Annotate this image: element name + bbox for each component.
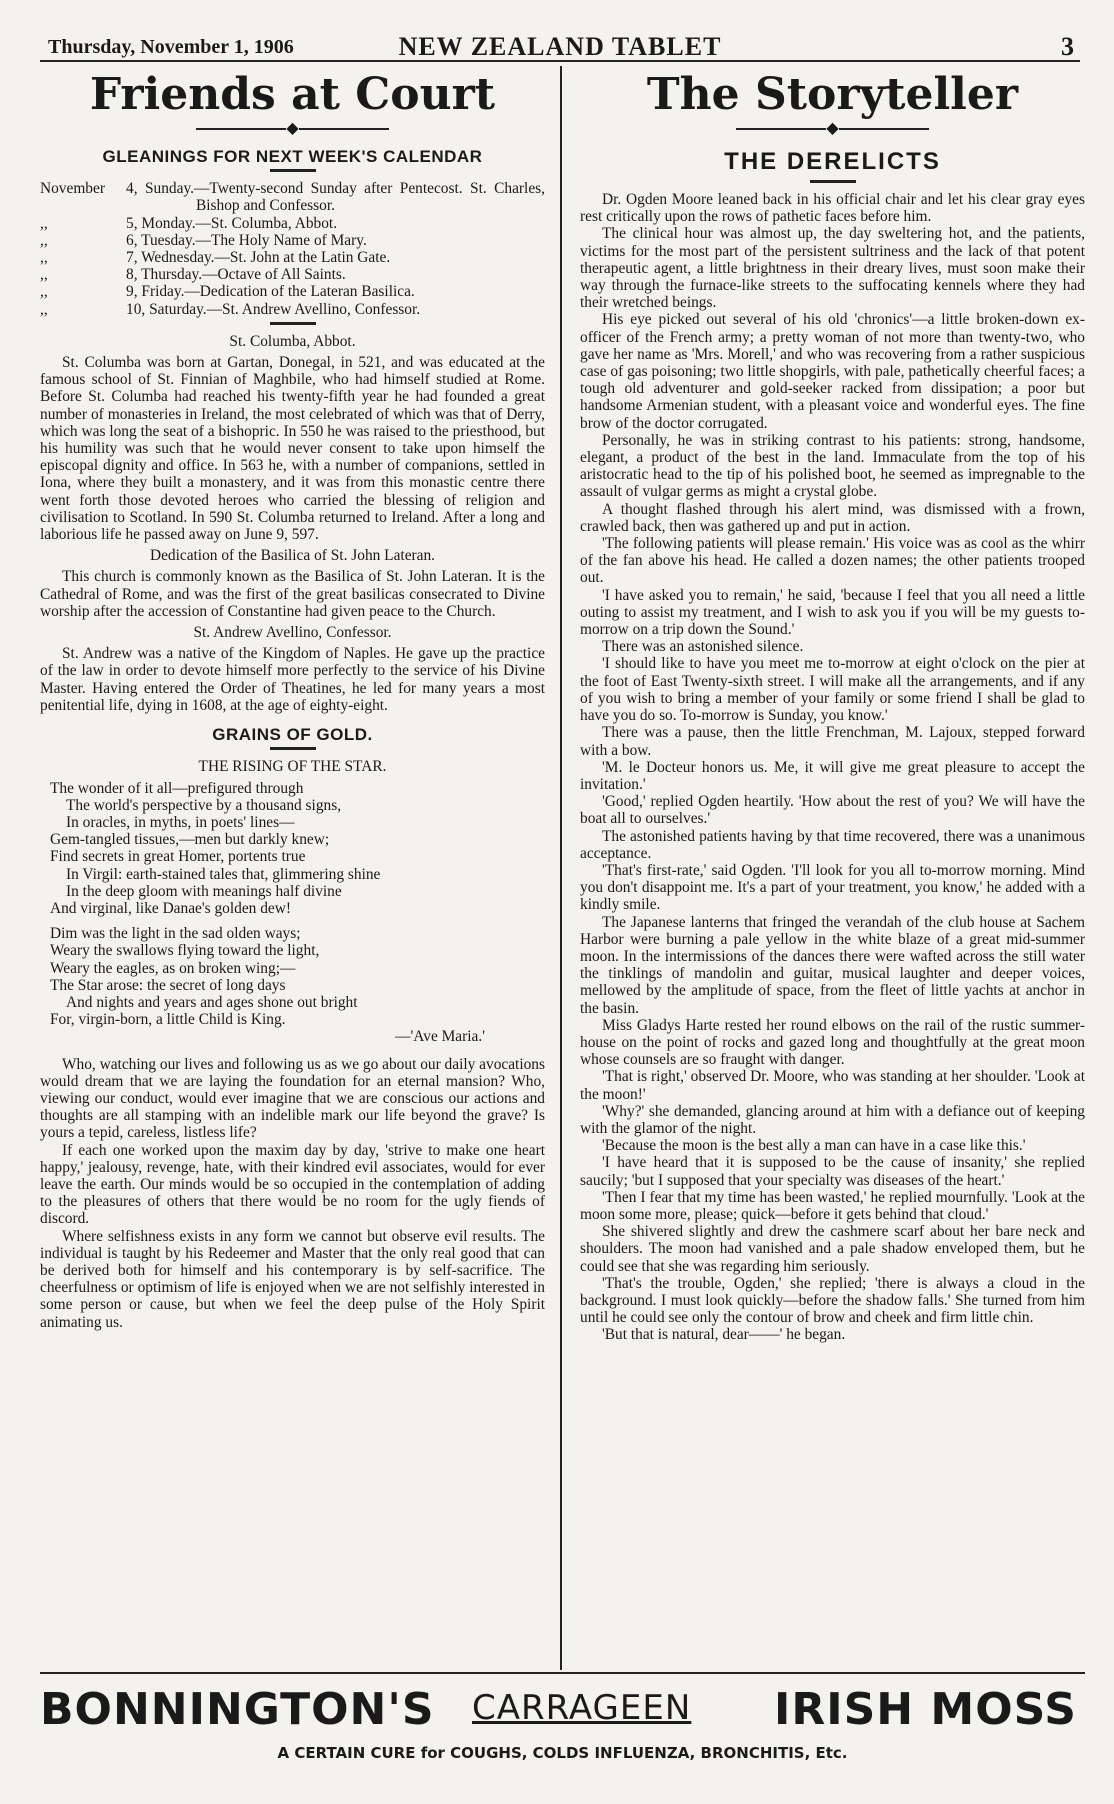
ad-product: CARRAGEEN [472, 1688, 692, 1728]
poem-line: For, virgin-born, a little Child is King. [50, 1011, 286, 1029]
calendar-entry: ,, 9, Friday.—Dedication of the Lateran Basilica. [40, 283, 415, 301]
ad-brand: BONNINGTON'S [40, 1684, 435, 1735]
grains-heading: GRAINS OF GOLD. [212, 725, 373, 745]
story-paragraph: 'That is right,' observed Dr. Moore, who was standing at her shoulder. 'Look at the moon!' [580, 1068, 1085, 1103]
article-subtitle: St. Columba, Abbot. [229, 332, 356, 350]
story-paragraph: His eye picked out several of his old 'chronics'—a little broken-down ex-officer of the French army; a pretty woman of not more than twenty-two, who gave her name as 'Mrs. Morell,' and who was recovering from a rather suspicious case of gas poisoning; two little shopgirls, with pale, pathetically cheerful faces; a tough old adventurer and gold-seeker racked from dissipation; a poor but handsome Armenian student, with a pleasant voice and wonderful eyes. The fine brow of the doctor corrugated. [580, 311, 1085, 432]
newspaper-title: NEW ZEALAND TABLET [398, 32, 722, 61]
article-subtitle: Dedication of the Basilica of St. John Lateran. [149, 547, 436, 565]
story-paragraph: She shivered slightly and drew the cashmere scarf about her bare neck and shoulders. The moon had vanished and a pale shadow enveloped them, but he could see that she was regarding him seriously. [580, 1223, 1085, 1275]
poem-title: THE RISING OF THE STAR. [198, 758, 387, 776]
story-paragraph: 'But that is natural, dear——' he began. [602, 1326, 846, 1344]
story-paragraph: 'I should like to have you meet me to-morrow at eight o'clock on the pier at the foot of East Twenty-sixth street. I will make all the arrangements, and if any of you wish to bring a member of your family or some friend I shall be glad to have you do so. To-morrow is Sunday, you know.' [580, 655, 1085, 725]
story-paragraph: Dr. Ogden Moore leaned back in his official chair and let his clear gray eyes rest critically upon the rows of pathetic faces before him. [580, 191, 1085, 226]
poem-line: The world's perspective by a thousand signs, [66, 796, 342, 814]
calendar-entry: ,, 6, Tuesday.—The Holy Name of Mary. [40, 231, 367, 249]
calendar-list [40, 180, 545, 318]
article-paragraph: St. Andrew was a native of the Kingdom of Naples. He gave up the practice of the law in order to devote himself more perfectly to the service of his Divine Master. Having entered the Order of Theatines, he led for many years a most penitential life, dying in 1608, at the age of eighty-eight. [40, 645, 545, 714]
article-subtitle: St. Andrew Avellino, Confessor. [193, 624, 392, 642]
poem-line: Weary the swallows flying toward the light, [50, 942, 320, 960]
article-paragraph: St. Columba was born at Gartan, Donegal, in 521, and was educated at the famous school of St. Finnian of Maghbile, who had himself studied at Rome. Before St. Columba had reached his twenty-fifth year he had founded a great number of monasteries in Ireland, the most celebrated of which was that of Derry, which was long the seat of a bishopric. In 550 he was raised to the priesthood, but his humility was such that he would never consent to take upon himself the episcopal dignity and office. In 563 he, with a number of companions, settled in Iona, where they built a monastery, and it was from this monastic centre there went forth those devoted heroes who carried the blessing of religion and civilisation to Scotland. In 590 St. Columba returned to Ireland. After a long and laborious life he passed away on June 9, 597. [40, 354, 545, 544]
ad-product-name: IRISH MOSS [773, 1684, 1077, 1735]
poem-line: The wonder of it all—prefigured through [50, 779, 304, 797]
article-paragraph: Who, watching our lives and following us as we go about our daily avocations would dream that we are laying the foundation for an eternal mansion? Who, viewing our conduct, would ever imagine that we are conscious our actions and thoughts are all stamping with an indelible mark our life beyond the grave? Is yours a tepid, careless, listless life? [40, 1055, 545, 1142]
page-header [40, 26, 1080, 62]
poem-line: Dim was the light in the sad olden ways; [50, 925, 301, 943]
story-paragraph: 'Then I fear that my time has been wasted,' he replied mournfully. 'Look at the moon some more, please; quick—before it gets behind that cloud.' [580, 1188, 1085, 1223]
story-paragraph: A thought flashed through his alert mind, was dismissed with a frown, crawled back, then was gathered up and put in action. [580, 500, 1085, 535]
story-paragraph: Personally, he was in striking contrast to his patients: strong, handsome, elegant, a product of the best in the land. Immaculate from the top of his aristocratic head to the tip of his polished boot, he seemed as impregnable to the assault of vulgar germs as might a crystal globe. [580, 431, 1085, 501]
poem-line: Gem-tangled tissues,—men but darkly knew; [50, 831, 330, 849]
poem-line: And nights and years and ages shone out bright [66, 993, 358, 1011]
story-paragraph: 'The following patients will please remain.' His voice was as cool as the whirr of the fan above his head. He called a dozen names; the other patients trooped out. [580, 535, 1085, 587]
story-paragraph: Miss Gladys Harte rested her round elbows on the rail of the rustic summer-house on the point of rocks and gazed long and thoughtfully at the great moon whose counsels are so fraught with danger. [580, 1016, 1085, 1069]
story-heading: THE DERELICTS [724, 148, 941, 175]
story-paragraph: 'I have asked you to remain,' he said, 'because I feel that you all need a little outing to assist my treatment, and I wish to ask you if you will be my guests to-morrow on a trip down the Sound.' [580, 586, 1085, 639]
story-paragraph: 'Because the moon is the best ally a man can have in a case like this.' [602, 1137, 1026, 1155]
poem-line: In oracles, in myths, in poets' lines— [66, 813, 295, 831]
ad-tagline: A CERTAIN CURE for COUGHS, COLDS INFLUENZA, BRONCHITIS, Etc. [277, 1744, 848, 1762]
calendar-heading: GLEANINGS FOR NEXT WEEK'S CALENDAR [102, 147, 483, 166]
story-paragraph: The Japanese lanterns that fringed the verandah of the club house at Sachem Harbor were burning a pale yellow in the white blaze of a great mid-summer moon. In the intermissions of the dances there were wafted across the still water the tinklings of mandolin and guitar, musical laughter and deeper voices, mellowed by the amplitude of space, from the fleet of little yachts at anchor in the basin. [580, 913, 1085, 1017]
story-paragraph: The astonished patients having by that time recovered, there was a unanimous acceptance. [580, 827, 1085, 862]
story-paragraph: 'I have heard that it is supposed to be the cause of insanity,' she replied saucily; 'but I supposed that your specialty was diseases of the heart.' [580, 1154, 1085, 1189]
story-paragraph: The clinical hour was almost up, the day sweltering hot, and the patients, victims for the most part of the persistent sultriness and the lack of that potent therapeutic agent, a little brightness in their dreary lives, must soon make their way through the furnace-like streets to the suffocating kennels where they had their wretched beings. [580, 225, 1085, 312]
article-paragraph: If each one worked upon the maxim day by day, 'strive to make one heart happy,' jealousy, revenge, hate, with their kindred evil associates, would for ever leave the earth. Our minds would be so occupied in the contemplation of adding to the pleasures of others that there would be no room for the ugly fiends of discord. [40, 1141, 545, 1228]
calendar-entry: ,, 5, Monday.—St. Columba, Abbot. [40, 214, 338, 232]
poem-line: Find secrets in great Homer, portents true [50, 848, 306, 866]
calendar-entry: ,, 8, Thursday.—Octave of All Saints. [40, 266, 346, 284]
right-column [580, 70, 1085, 1344]
story-paragraph: 'Why?' she demanded, glancing around at him with a defiance out of keeping with the glamor of the night. [580, 1102, 1085, 1137]
divider-rule [270, 169, 316, 172]
poem [40, 780, 545, 1029]
divider-rule [270, 322, 316, 325]
article-paragraph: Where selfishness exists in any form we cannot but observe evil results. The individual is taught by his Redeemer and Master that the only real good that can be derived both for himself and his contemporary is by self-sacrifice. The cheerfulness or optimism of life is enjoyed when we are not selfishly interested in some person or cause, but when we feel the deep pulse of the Holy Spirit animating us. [40, 1227, 545, 1331]
story-paragraph: 'That's the trouble, Ogden,' she replied; 'there is always a cloud in the background. I must look quickly—before the shadow falls.' She turned from him until he could see only the contour of brow and cheek and firm little chin. [580, 1274, 1085, 1327]
calendar-entry: ,, 10, Saturday.—St. Andrew Avellino, Confessor. [40, 300, 421, 318]
story-paragraph: There was an astonished silence. [602, 638, 804, 656]
poem-line: In Virgil: earth-stained tales that, glimmering shine [66, 865, 381, 883]
left-column [40, 70, 545, 1331]
advertisement-banner [40, 1672, 1085, 1774]
column-divider [560, 66, 562, 1670]
article-paragraph: This church is commonly known as the Basilica of St. John Lateran. It is the Cathedral of Rome, and was the first of the great basilicas consecrated to Divine worship after the accession of Constantine had given peace to the Church. [40, 568, 545, 620]
calendar-entry: November 4, Sunday.—Twenty-second Sunday after Pentecost. St. Charles, Bishop and Confessor. [40, 180, 545, 215]
issue-date: Thursday, November 1, 1906 [48, 36, 294, 58]
story-paragraph: There was a pause, then the little Frenchman, M. Lajoux, stepped forward with a bow. [580, 724, 1085, 759]
divider-rule [270, 747, 316, 750]
page-number: 3 [1061, 32, 1074, 61]
divider-rule [810, 180, 856, 183]
poem-line: And virginal, like Danae's golden dew! [50, 899, 291, 917]
story-paragraph: 'That's first-rate,' said Ogden. 'I'll look for you all to-morrow morning. Mind you don't disappoint me. It's a part of your treatment, you know,' he added with a kindly smile. [580, 861, 1085, 914]
poem-line: In the deep gloom with meanings half divine [66, 882, 342, 900]
section-title-storyteller: The Storyteller [646, 69, 1019, 120]
story-paragraph: 'Good,' replied Ogden heartily. 'How about the rest of you? We will have the boat all to ourselves.' [580, 793, 1085, 828]
poem-line: The Star arose: the secret of long days [50, 976, 286, 994]
title-ornament: ◆ [580, 120, 1085, 138]
poem-line: Weary the eagles, as on broken wing;— [50, 959, 296, 977]
calendar-entry: ,, 7, Wednesday.—St. John at the Latin Gate. [40, 249, 391, 267]
story-paragraph: 'M. le Docteur honors us. Me, it will give me great pleasure to accept the invitation.' [580, 758, 1085, 793]
poem-attribution: —'Ave Maria.' [395, 1028, 485, 1046]
title-ornament: ◆ [40, 120, 545, 138]
section-title-friends-at-court: Friends at Court [89, 69, 496, 120]
